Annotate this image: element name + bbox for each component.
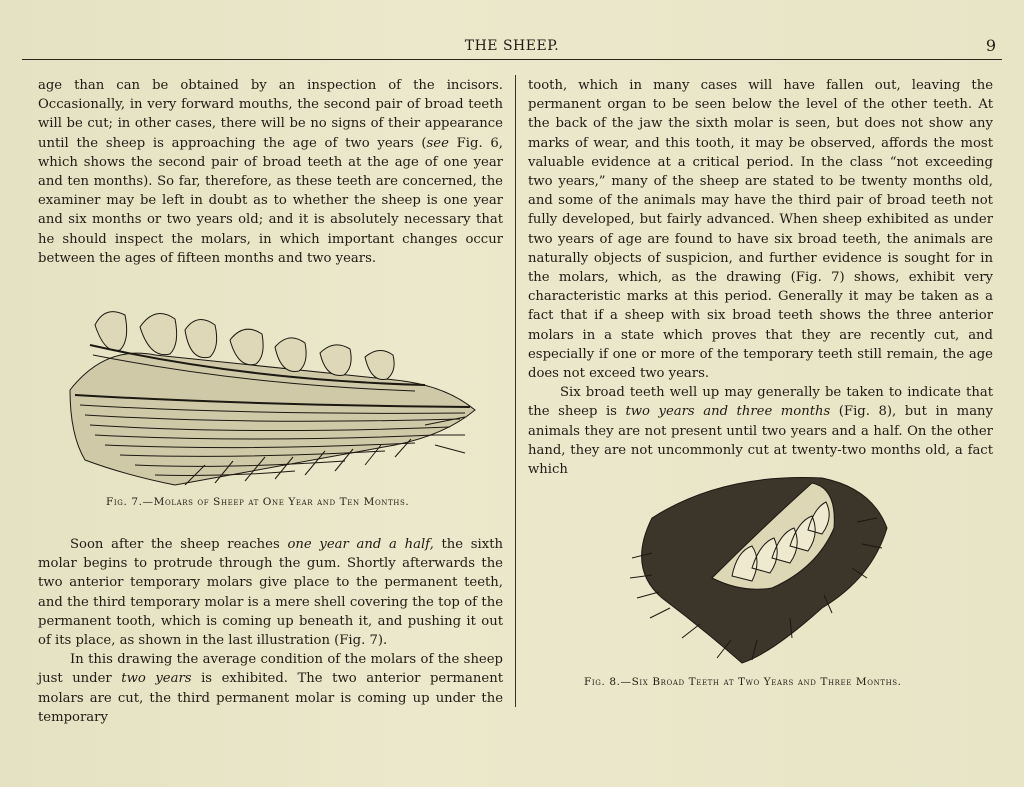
left-column-top-text xyxy=(38,76,503,268)
right-paragraph-2: Six broad teeth well up may generally be taken to indicate that the sheep is two years and three months (Fig. 8), but in many animals they are not present until two years and a half. On the other hand, they are not uncommonly cut at twenty-two months old, a fact which xyxy=(528,385,993,478)
page-number: 9 xyxy=(985,36,996,55)
header-rule xyxy=(22,59,1002,60)
fig8-caption: Fig. 8.—Six Broad Teeth at Two Years and Three Months. xyxy=(584,676,902,688)
right-paragraph-1: tooth, which in many cases will have fallen out, leaving the permanent organ to be seen below the level of the other teeth. At the back of the jaw the sixth molar is seen, but does not show any marks of wear, and this tooth, it may be observed, affords the most valuable evidence at a critical period. In the class “not exceeding two years,” many of the sheep are stated to be twenty months old, and some of the animals may have the third pair of broad teeth not fully developed, but fairly advanced. When sheep exhibited as under two years of age are found to have six broad teeth, the animals are naturally objects of suspicion, and further evidence is sought for in the molars, which, as the drawing (Fig. 7) shows, exhibit very characteristic marks at this period. Generally it may be taken as a fact that if a sheep with six broad teeth shows the three anterior molars in a state which proves that they are recently cut, and especially if one or more of the temporary teeth still remain, the age does not exceed two years. xyxy=(528,78,993,382)
column-divider xyxy=(515,75,516,707)
running-head: THE SHEEP. xyxy=(464,38,560,54)
left-paragraph-3: In this drawing the average condition of the molars of the sheep just under two years is exhibited. The two anterior permanent molars are cut, the third permanent molar is coming up under the temporary xyxy=(38,652,503,725)
left-column-bottom-text xyxy=(38,535,503,727)
right-column-text xyxy=(528,76,993,479)
fig8-broad-teeth-illustration xyxy=(622,468,894,668)
left-paragraph-2: Soon after the sheep reaches one year and a half, the sixth molar begins to protrude through the gum. Shortly afterwards the two anterior temporary molars give place to the permanent teeth, and the third temporary molar is a mere shell covering the top of the permanent tooth, which is coming up beneath it, and pushing it out of its place, as shown in the last illustration (Fig. 7). xyxy=(38,537,503,649)
left-paragraph-1: age than can be obtained by an inspection of the incisors. Occasionally, in very forward mouths, the second pair of broad teeth will be cut; in other cases, there will be no signs of their appearance until the sheep is approaching the age of two years (see Fig. 6, which shows the second pair of broad teeth at the age of one year and ten months). So far, therefore, as these teeth are concerned, the examiner may be left in doubt as to whether the sheep is one year and six months or two years old; and it is absolutely necessary that he should inspect the molars, in which important changes occur between the ages of fifteen months and two years. xyxy=(38,78,503,266)
fig7-molars-illustration xyxy=(65,285,485,490)
fig7-caption: Fig. 7.—Molars of Sheep at One Year and Ten Months. xyxy=(106,496,410,508)
